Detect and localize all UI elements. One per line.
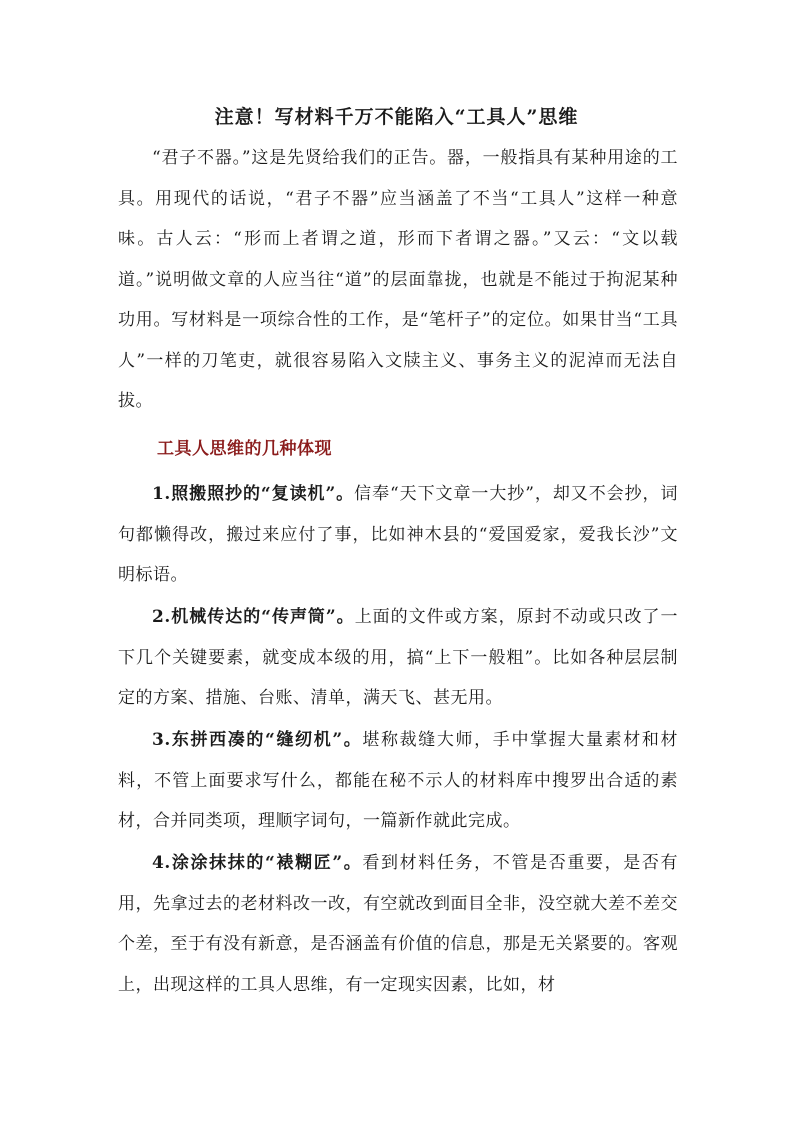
- point-paragraph-3: [118, 720, 678, 842]
- point-text-1: 信奉“天下文章一大抄”，却又不会抄，词句都懒得改，搬过来应付了事，比如神木县的“爱国爱家，爱我长沙”文明标语。: [118, 484, 678, 585]
- point-lead-1: 1.照搬照抄的“复读机”。: [152, 484, 355, 504]
- point-text-4: 看到材料任务，不管是否重要，是否有用，先拿过去的老材料改一改，有空就改到面目全非，没空就大差不差交个差，至于有没有新意，是否涵盖有价值的信息，那是无关紧要的。客观上，出现这样的工具人思维，有一定现实因素，比如，材: [118, 853, 678, 995]
- intro-paragraph: “君子不器。”这是先贤给我们的正告。器，一般指具有某种用途的工具。用现代的话说，“君子不器”应当涵盖了不当“工具人”这样一种意味。古人云：“形而上者谓之道，形而下者谓之器。”又云：“文以载道。”说明做文章的人应当往“道”的层面靠拢，也就是不能过于拘泥某种功用。写材料是一项综合性的工作，是“笔杆子”的定位。如果甘当“工具人”一样的刀笔吏，就很容易陷入文牍主义、事务主义的泥淖而无法自拔。: [118, 148, 678, 411]
- point-lead-3: 3.东拼西凑的“缝纫机”。: [152, 730, 363, 750]
- point-lead-4: 4.涂涂抹抹的“裱糊匠”。: [152, 853, 363, 873]
- section-heading: 工具人思维的几种体现: [157, 439, 332, 459]
- point-paragraph-4: [118, 843, 678, 1005]
- point-paragraph-2: [118, 597, 678, 719]
- point-paragraph-1: [118, 474, 678, 596]
- point-text-3: 堪称裁缝大师，手中掌握大量素材和材料，不管上面要求写什么，都能在秘不示人的材料库中搜罗出合适的素材，合并同类项，理顺字词句，一篇新作就此完成。: [118, 730, 678, 831]
- point-text-2: 上面的文件或方案，原封不动或只改了一下几个关键要素，就变成本级的用，搞“上下一般粗”。比如各种层层制定的方案、措施、台账、清单，满天飞、甚无用。: [118, 607, 679, 708]
- point-lead-2: 2.机械传达的“传声筒”。: [152, 607, 355, 627]
- article-title: 注意！写材料千万不能陷入“工具人”思维: [214, 106, 579, 128]
